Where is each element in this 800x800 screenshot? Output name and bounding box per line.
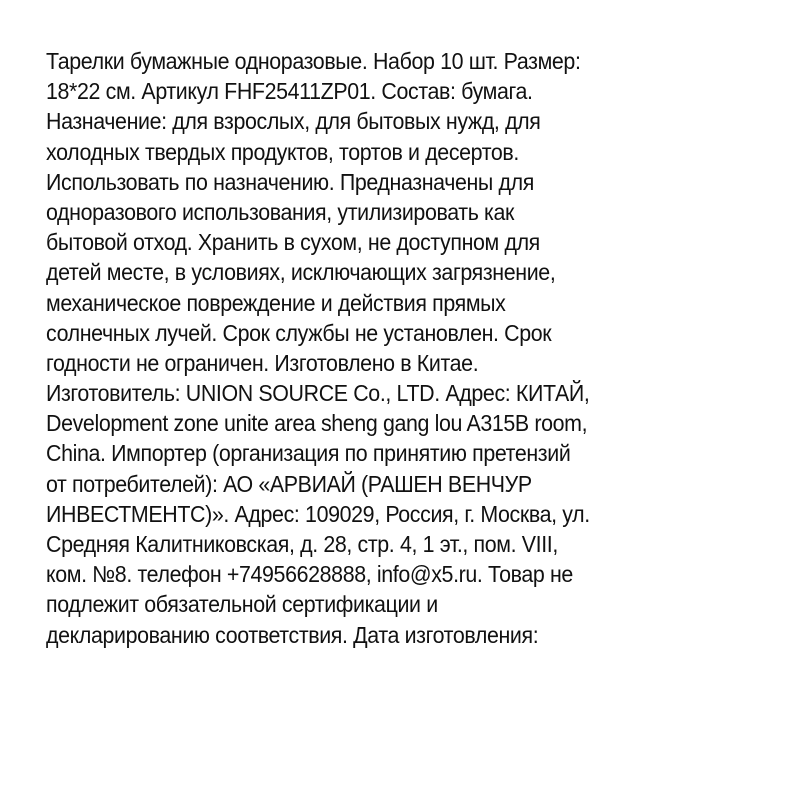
label-line: Development zone unite area sheng gang lou A315B room,: [46, 410, 588, 437]
label-line: Назначение: для взрослых, для бытовых нужд, для: [46, 108, 541, 135]
label-line: механическое повреждение и действия прямых: [46, 289, 506, 316]
label-line: от потребителей): АО «АРВИАЙ (РАШЕН ВЕНЧУР: [46, 470, 532, 497]
label-line: Тарелки бумажные одноразовые. Набор 10 шт. Размер:: [46, 48, 581, 74]
product-label-text: [46, 46, 776, 650]
label-line: солнечных лучей. Срок службы не установлен. Срок: [46, 319, 552, 346]
label-line: декларированию соответствия. Дата изготовления:: [46, 621, 539, 648]
label-line: подлежит обязательной сертификации и: [46, 591, 438, 618]
label-line: детей месте, в условиях, исключающих загрязнение,: [46, 259, 556, 286]
label-line: ИНВЕСТМЕНТС)». Адрес: 109029, Россия, г. Москва, ул.: [46, 500, 590, 527]
label-line: Изготовитель: UNION SOURCE Co., LTD. Адрес: КИТАЙ,: [46, 380, 590, 407]
label-line: China. Импортер (организация по принятию претензий: [46, 440, 571, 467]
label-line: Средняя Калитниковская, д. 28, стр. 4, 1 эт., пом. VIII,: [46, 531, 558, 557]
label-line: одноразового использования, утилизировать как: [46, 198, 515, 225]
label-line: годности не ограничен. Изготовлено в Китае.: [46, 349, 479, 376]
label-line: 18*22 см. Артикул FHF25411ZP01. Состав: бумага.: [46, 78, 533, 105]
label-line: Использовать по назначению. Предназначены для: [46, 168, 534, 195]
label-line: холодных твердых продуктов, тортов и десертов.: [46, 138, 520, 165]
label-line: ком. №8. телефон +74956628888, info@x5.ru. Товар не: [46, 561, 573, 588]
label-line: бытовой отход. Хранить в сухом, не доступном для: [46, 229, 540, 256]
